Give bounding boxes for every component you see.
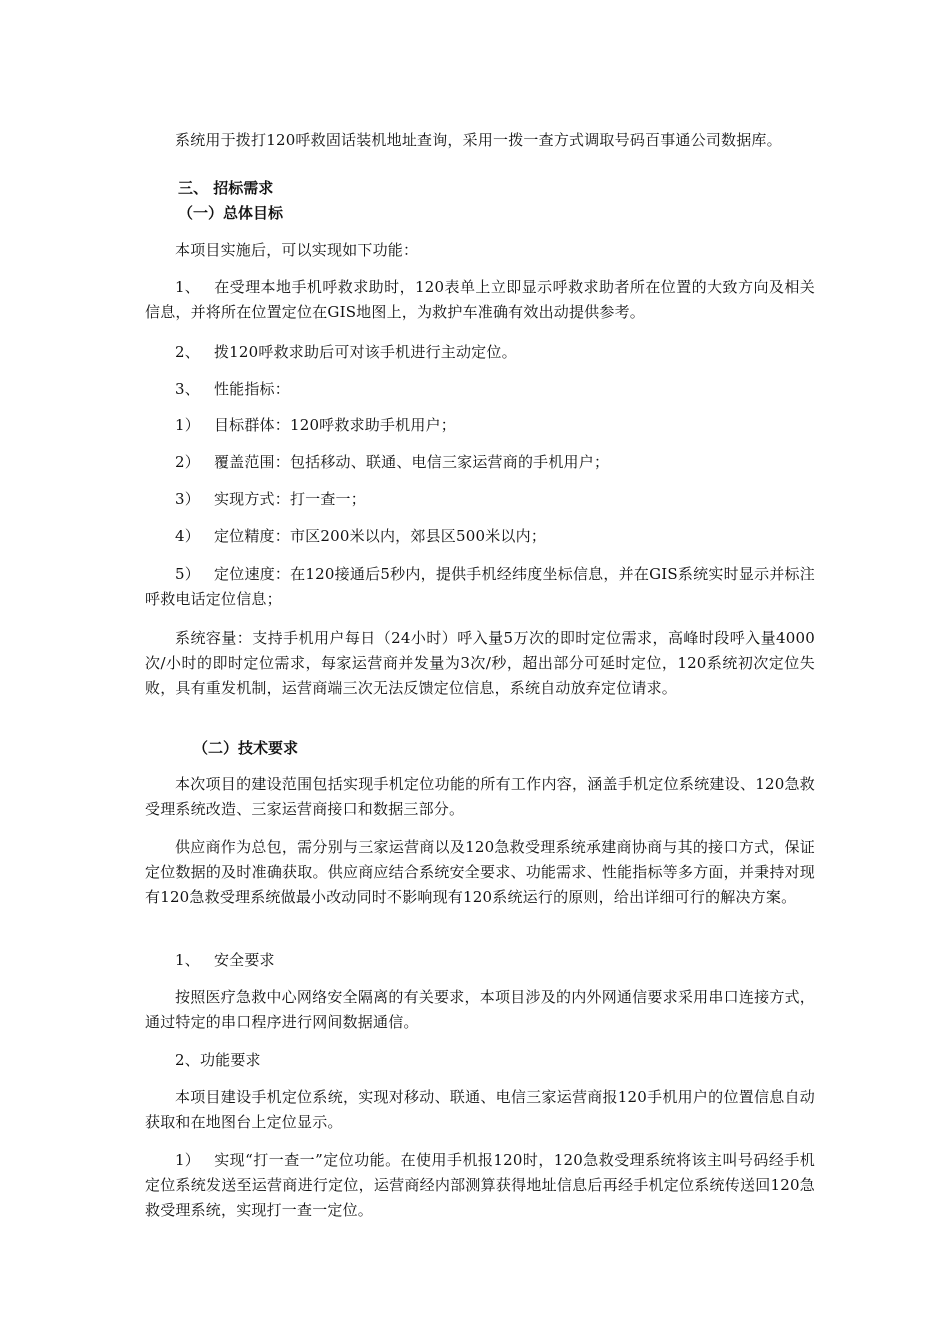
list-item-number: 2、: [175, 343, 200, 361]
list-item-number: 1）: [175, 416, 200, 434]
list-item: [145, 562, 815, 612]
list-item: [145, 340, 815, 365]
section-heading-bid-requirements: 三、 招标需求: [178, 179, 274, 197]
list-item: [145, 487, 815, 512]
supplier-paragraph: 供应商作为总包，需分别与三家运营商以及120急救受理系统承建商协商与其的接口方式，保证定位数据的及时准确获取。供应商应结合系统安全要求、功能需求、性能指标等多方面，并秉持对现有120急救受理系统做最小改动同时不影响现有120系统运行的原则，给出详细可行的解决方案。: [145, 838, 815, 906]
list-item-number: 3）: [175, 490, 200, 508]
subsection-heading-technical-requirements: （二）技术要求: [193, 739, 299, 757]
list-item-text: 目标群体：120呼救求助手机用户；: [213, 416, 456, 434]
list-item-text: 实现“打一查一”定位功能。在使用手机报120时，120急救受理系统将该主叫号码经手机定位系统发送至运营商进行定位，运营商经内部测算获得地址信息后再经手机定位系统传送回120急救受理系统，实现打一查一定位。: [145, 1151, 815, 1219]
list-item-number: 1、: [175, 951, 200, 969]
list-item-text: 拨120呼救求助后可对该手机进行主动定位。: [213, 343, 517, 361]
list-item: [145, 275, 815, 325]
list-item: [145, 524, 815, 549]
subsection-heading-overall-goal: （一）总体目标: [178, 204, 284, 222]
list-item: [145, 377, 815, 402]
intro-paragraph: 系统用于拨打120呼救固话装机地址查询，采用一拨一查方式调取号码百事通公司数据库。: [175, 131, 782, 149]
function-requirement-heading: 2、功能要求: [175, 1051, 261, 1069]
list-item-number: 5）: [175, 565, 200, 583]
list-item: [145, 1148, 815, 1223]
list-item-text: 覆盖范围：包括移动、联通、电信三家运营商的手机用户；: [213, 453, 610, 471]
capacity-paragraph: 系统容量：支持手机用户每日（24小时）呼入量5万次的即时定位需求，高峰时段呼入量4000次/小时的即时定位需求，每家运营商并发量为3次/秒，超出部分可延时定位，120系统初次定位失败，具有重发机制，运营商端三次无法反馈定位信息，系统自动放弃定位请求。: [145, 629, 815, 697]
list-item-number: 1、: [175, 278, 200, 296]
list-item-text: 安全要求: [213, 951, 275, 969]
list-item-text: 定位速度：在120接通后5秒内，提供手机经纬度坐标信息，并在GIS系统实时显示并标注呼救电话定位信息；: [145, 565, 815, 608]
list-item: [145, 413, 815, 438]
list-item-number: 3、: [175, 380, 200, 398]
list-item-text: 实现方式：打一查一；: [213, 490, 366, 508]
list-item-number: 1）: [175, 1151, 200, 1169]
list-item: [145, 450, 815, 475]
function-paragraph: 本项目建设手机定位系统，实现对移动、联通、电信三家运营商报120手机用户的位置信息自动获取和在地图台上定位显示。: [145, 1088, 815, 1131]
list-item-number: 2）: [175, 453, 200, 471]
list-item: [145, 948, 815, 973]
list-item-text: 定位精度：市区200米以内，郊县区500米以内；: [213, 527, 547, 545]
list-item-text: 性能指标：: [213, 380, 290, 398]
list-item-number: 4）: [175, 527, 200, 545]
implementation-paragraph: 本项目实施后，可以实现如下功能：: [175, 241, 419, 259]
security-paragraph: 按照医疗急救中心网络安全隔离的有关要求，本项目涉及的内外网通信要求采用串口连接方式，通过特定的串口程序进行网间数据通信。: [145, 988, 815, 1031]
list-item-text: 在受理本地手机呼救求助时，120表单上立即显示呼救求助者所在位置的大致方向及相关信息，并将所在位置定位在GIS地图上，为救护车准确有效出动提供参考。: [145, 278, 815, 321]
scope-paragraph: 本次项目的建设范围包括实现手机定位功能的所有工作内容，涵盖手机定位系统建设、120急救受理系统改造、三家运营商接口和数据三部分。: [145, 775, 815, 818]
